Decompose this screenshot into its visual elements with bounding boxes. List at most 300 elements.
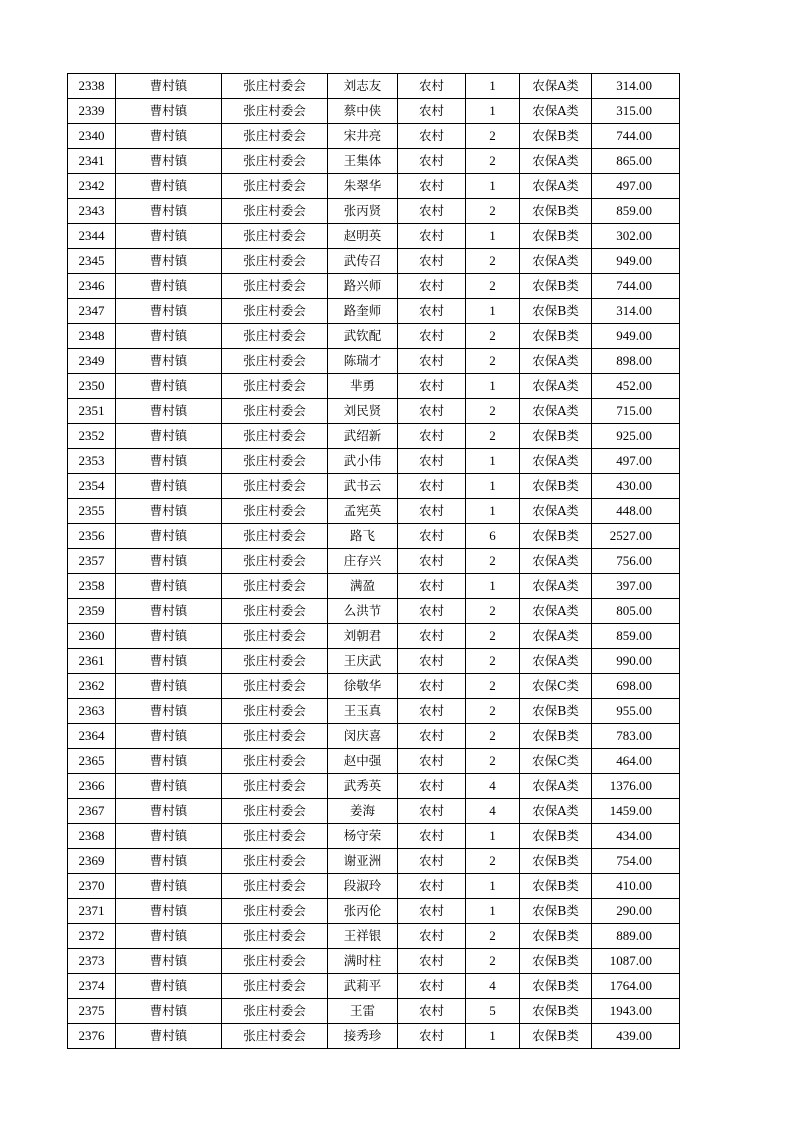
household-count-cell: 2: [466, 699, 520, 724]
area-type-cell: 农村: [398, 824, 466, 849]
village-committee-cell: 张庄村委会: [222, 349, 328, 374]
insurance-category-cell: 农保B类: [520, 424, 592, 449]
village-committee-cell: 张庄村委会: [222, 274, 328, 299]
village-committee-cell: 张庄村委会: [222, 949, 328, 974]
insurance-category-cell: 农保B类: [520, 899, 592, 924]
town-cell: 曹村镇: [116, 1024, 222, 1049]
amount-cell: 410.00: [592, 874, 680, 899]
area-type-cell: 农村: [398, 549, 466, 574]
amount-cell: 497.00: [592, 449, 680, 474]
insurance-category-cell: 农保B类: [520, 849, 592, 874]
amount-cell: 698.00: [592, 674, 680, 699]
town-cell: 曹村镇: [116, 99, 222, 124]
row-index-cell: 2358: [68, 574, 116, 599]
town-cell: 曹村镇: [116, 324, 222, 349]
household-count-cell: 2: [466, 649, 520, 674]
village-committee-cell: 张庄村委会: [222, 724, 328, 749]
table-row: [68, 624, 680, 649]
row-index-cell: 2345: [68, 249, 116, 274]
amount-cell: 889.00: [592, 924, 680, 949]
name-cell: 武莉平: [328, 974, 398, 999]
insurance-category-cell: 农保A类: [520, 449, 592, 474]
household-count-cell: 1: [466, 99, 520, 124]
insurance-category-cell: 农保A类: [520, 249, 592, 274]
village-committee-cell: 张庄村委会: [222, 549, 328, 574]
table-row: [68, 649, 680, 674]
town-cell: 曹村镇: [116, 849, 222, 874]
name-cell: 赵明英: [328, 224, 398, 249]
table-row: [68, 174, 680, 199]
amount-cell: 434.00: [592, 824, 680, 849]
household-count-cell: 2: [466, 399, 520, 424]
table-row: [68, 749, 680, 774]
row-index-cell: 2360: [68, 624, 116, 649]
row-index-cell: 2355: [68, 499, 116, 524]
amount-cell: 1459.00: [592, 799, 680, 824]
household-count-cell: 2: [466, 199, 520, 224]
village-committee-cell: 张庄村委会: [222, 774, 328, 799]
household-count-cell: 1: [466, 449, 520, 474]
amount-cell: 315.00: [592, 99, 680, 124]
row-index-cell: 2353: [68, 449, 116, 474]
town-cell: 曹村镇: [116, 399, 222, 424]
village-committee-cell: 张庄村委会: [222, 749, 328, 774]
household-count-cell: 2: [466, 849, 520, 874]
row-index-cell: 2342: [68, 174, 116, 199]
table-row: [68, 774, 680, 799]
area-type-cell: 农村: [398, 374, 466, 399]
amount-cell: 949.00: [592, 249, 680, 274]
town-cell: 曹村镇: [116, 999, 222, 1024]
row-index-cell: 2367: [68, 799, 116, 824]
amount-cell: 783.00: [592, 724, 680, 749]
town-cell: 曹村镇: [116, 424, 222, 449]
town-cell: 曹村镇: [116, 449, 222, 474]
household-count-cell: 1: [466, 474, 520, 499]
table-row: [68, 149, 680, 174]
insurance-category-cell: 农保B类: [520, 474, 592, 499]
name-cell: 王雷: [328, 999, 398, 1024]
household-count-cell: 2: [466, 949, 520, 974]
amount-cell: 990.00: [592, 649, 680, 674]
name-cell: 路飞: [328, 524, 398, 549]
amount-cell: 925.00: [592, 424, 680, 449]
household-count-cell: 1: [466, 299, 520, 324]
name-cell: 张丙贤: [328, 199, 398, 224]
amount-cell: 2527.00: [592, 524, 680, 549]
table-row: [68, 374, 680, 399]
town-cell: 曹村镇: [116, 874, 222, 899]
area-type-cell: 农村: [398, 499, 466, 524]
row-index-cell: 2375: [68, 999, 116, 1024]
table-row: [68, 874, 680, 899]
table-row: [68, 724, 680, 749]
name-cell: 杨守荣: [328, 824, 398, 849]
table-row: [68, 74, 680, 99]
table-row: [68, 449, 680, 474]
town-cell: 曹村镇: [116, 474, 222, 499]
amount-cell: 1376.00: [592, 774, 680, 799]
town-cell: 曹村镇: [116, 174, 222, 199]
town-cell: 曹村镇: [116, 624, 222, 649]
insurance-category-cell: 农保B类: [520, 924, 592, 949]
village-committee-cell: 张庄村委会: [222, 474, 328, 499]
village-committee-cell: 张庄村委会: [222, 649, 328, 674]
name-cell: 么洪节: [328, 599, 398, 624]
village-committee-cell: 张庄村委会: [222, 324, 328, 349]
amount-cell: 898.00: [592, 349, 680, 374]
household-count-cell: 2: [466, 124, 520, 149]
village-committee-cell: 张庄村委会: [222, 699, 328, 724]
insurance-category-cell: 农保B类: [520, 299, 592, 324]
table-row: [68, 999, 680, 1024]
village-committee-cell: 张庄村委会: [222, 399, 328, 424]
insurance-category-cell: 农保A类: [520, 74, 592, 99]
area-type-cell: 农村: [398, 1024, 466, 1049]
area-type-cell: 农村: [398, 624, 466, 649]
amount-cell: 430.00: [592, 474, 680, 499]
village-committee-cell: 张庄村委会: [222, 424, 328, 449]
row-index-cell: 2369: [68, 849, 116, 874]
village-committee-cell: 张庄村委会: [222, 174, 328, 199]
table-row: [68, 524, 680, 549]
village-committee-cell: 张庄村委会: [222, 199, 328, 224]
area-type-cell: 农村: [398, 749, 466, 774]
area-type-cell: 农村: [398, 224, 466, 249]
insurance-category-cell: 农保B类: [520, 824, 592, 849]
area-type-cell: 农村: [398, 149, 466, 174]
village-committee-cell: 张庄村委会: [222, 799, 328, 824]
amount-cell: 448.00: [592, 499, 680, 524]
town-cell: 曹村镇: [116, 974, 222, 999]
name-cell: 接秀珍: [328, 1024, 398, 1049]
village-committee-cell: 张庄村委会: [222, 849, 328, 874]
household-count-cell: 2: [466, 724, 520, 749]
town-cell: 曹村镇: [116, 149, 222, 174]
table-row: [68, 849, 680, 874]
row-index-cell: 2346: [68, 274, 116, 299]
town-cell: 曹村镇: [116, 349, 222, 374]
village-committee-cell: 张庄村委会: [222, 524, 328, 549]
area-type-cell: 农村: [398, 899, 466, 924]
area-type-cell: 农村: [398, 799, 466, 824]
name-cell: 武秀英: [328, 774, 398, 799]
table-row: [68, 499, 680, 524]
row-index-cell: 2341: [68, 149, 116, 174]
village-committee-cell: 张庄村委会: [222, 149, 328, 174]
row-index-cell: 2371: [68, 899, 116, 924]
area-type-cell: 农村: [398, 299, 466, 324]
insurance-category-cell: 农保B类: [520, 1024, 592, 1049]
row-index-cell: 2356: [68, 524, 116, 549]
town-cell: 曹村镇: [116, 249, 222, 274]
insurance-category-cell: 农保A类: [520, 99, 592, 124]
table-row: [68, 574, 680, 599]
amount-cell: 955.00: [592, 699, 680, 724]
amount-cell: 314.00: [592, 74, 680, 99]
name-cell: 路兴师: [328, 274, 398, 299]
town-cell: 曹村镇: [116, 899, 222, 924]
amount-cell: 314.00: [592, 299, 680, 324]
town-cell: 曹村镇: [116, 199, 222, 224]
area-type-cell: 农村: [398, 674, 466, 699]
household-count-cell: 2: [466, 349, 520, 374]
household-count-cell: 1: [466, 1024, 520, 1049]
village-committee-cell: 张庄村委会: [222, 299, 328, 324]
table-row: [68, 599, 680, 624]
name-cell: 路奎师: [328, 299, 398, 324]
name-cell: 武书云: [328, 474, 398, 499]
table-row: [68, 674, 680, 699]
town-cell: 曹村镇: [116, 774, 222, 799]
area-type-cell: 农村: [398, 774, 466, 799]
name-cell: 刘民贤: [328, 399, 398, 424]
table-row: [68, 224, 680, 249]
village-committee-cell: 张庄村委会: [222, 224, 328, 249]
area-type-cell: 农村: [398, 699, 466, 724]
area-type-cell: 农村: [398, 324, 466, 349]
name-cell: 武传召: [328, 249, 398, 274]
amount-cell: 452.00: [592, 374, 680, 399]
row-index-cell: 2338: [68, 74, 116, 99]
table-row: [68, 949, 680, 974]
row-index-cell: 2365: [68, 749, 116, 774]
amount-cell: 805.00: [592, 599, 680, 624]
amount-cell: 439.00: [592, 1024, 680, 1049]
insurance-category-cell: 农保B类: [520, 949, 592, 974]
village-committee-cell: 张庄村委会: [222, 99, 328, 124]
row-index-cell: 2366: [68, 774, 116, 799]
row-index-cell: 2368: [68, 824, 116, 849]
insurance-category-cell: 农保B类: [520, 724, 592, 749]
household-count-cell: 2: [466, 624, 520, 649]
name-cell: 武小伟: [328, 449, 398, 474]
village-committee-cell: 张庄村委会: [222, 999, 328, 1024]
insurance-category-cell: 农保A类: [520, 774, 592, 799]
area-type-cell: 农村: [398, 999, 466, 1024]
insurance-category-cell: 农保A类: [520, 374, 592, 399]
area-type-cell: 农村: [398, 974, 466, 999]
household-count-cell: 6: [466, 524, 520, 549]
town-cell: 曹村镇: [116, 74, 222, 99]
area-type-cell: 农村: [398, 174, 466, 199]
town-cell: 曹村镇: [116, 224, 222, 249]
name-cell: 孟宪英: [328, 499, 398, 524]
amount-cell: 497.00: [592, 174, 680, 199]
town-cell: 曹村镇: [116, 124, 222, 149]
name-cell: 宋井亮: [328, 124, 398, 149]
insurance-category-cell: 农保B类: [520, 199, 592, 224]
amount-cell: 1087.00: [592, 949, 680, 974]
row-index-cell: 2349: [68, 349, 116, 374]
insurance-category-cell: 农保B类: [520, 524, 592, 549]
household-count-cell: 2: [466, 599, 520, 624]
name-cell: 王庆武: [328, 649, 398, 674]
insurance-category-cell: 农保A类: [520, 799, 592, 824]
village-committee-cell: 张庄村委会: [222, 624, 328, 649]
household-count-cell: 4: [466, 799, 520, 824]
insurance-category-cell: 农保A类: [520, 174, 592, 199]
row-index-cell: 2348: [68, 324, 116, 349]
household-count-cell: 2: [466, 749, 520, 774]
village-committee-cell: 张庄村委会: [222, 374, 328, 399]
row-index-cell: 2352: [68, 424, 116, 449]
name-cell: 芈勇: [328, 374, 398, 399]
town-cell: 曹村镇: [116, 949, 222, 974]
village-committee-cell: 张庄村委会: [222, 449, 328, 474]
amount-cell: 397.00: [592, 574, 680, 599]
village-committee-cell: 张庄村委会: [222, 974, 328, 999]
table-row: [68, 549, 680, 574]
insurance-category-cell: 农保B类: [520, 124, 592, 149]
row-index-cell: 2373: [68, 949, 116, 974]
household-count-cell: 5: [466, 999, 520, 1024]
area-type-cell: 农村: [398, 349, 466, 374]
area-type-cell: 农村: [398, 124, 466, 149]
insurance-category-cell: 农保B类: [520, 224, 592, 249]
name-cell: 陈瑞才: [328, 349, 398, 374]
name-cell: 朱翠华: [328, 174, 398, 199]
insurance-category-cell: 农保B类: [520, 974, 592, 999]
area-type-cell: 农村: [398, 949, 466, 974]
table-row: [68, 974, 680, 999]
amount-cell: 865.00: [592, 149, 680, 174]
town-cell: 曹村镇: [116, 599, 222, 624]
village-committee-cell: 张庄村委会: [222, 924, 328, 949]
table-row: [68, 199, 680, 224]
insurance-category-cell: 农保B类: [520, 699, 592, 724]
amount-cell: 744.00: [592, 124, 680, 149]
village-committee-cell: 张庄村委会: [222, 899, 328, 924]
town-cell: 曹村镇: [116, 699, 222, 724]
amount-cell: 859.00: [592, 624, 680, 649]
name-cell: 姜海: [328, 799, 398, 824]
name-cell: 满盈: [328, 574, 398, 599]
table-row: [68, 349, 680, 374]
name-cell: 蔡中侠: [328, 99, 398, 124]
household-count-cell: 2: [466, 249, 520, 274]
row-index-cell: 2362: [68, 674, 116, 699]
area-type-cell: 农村: [398, 724, 466, 749]
area-type-cell: 农村: [398, 924, 466, 949]
table-row: [68, 399, 680, 424]
records-table-body: [68, 74, 680, 1049]
amount-cell: 1943.00: [592, 999, 680, 1024]
area-type-cell: 农村: [398, 399, 466, 424]
insurance-category-cell: 农保A类: [520, 649, 592, 674]
insurance-category-cell: 农保A类: [520, 499, 592, 524]
name-cell: 武钦配: [328, 324, 398, 349]
village-committee-cell: 张庄村委会: [222, 674, 328, 699]
area-type-cell: 农村: [398, 474, 466, 499]
name-cell: 张丙伦: [328, 899, 398, 924]
table-row: [68, 274, 680, 299]
village-committee-cell: 张庄村委会: [222, 249, 328, 274]
household-count-cell: 2: [466, 674, 520, 699]
amount-cell: 756.00: [592, 549, 680, 574]
name-cell: 王集体: [328, 149, 398, 174]
town-cell: 曹村镇: [116, 524, 222, 549]
household-count-cell: 2: [466, 149, 520, 174]
insurance-category-cell: 农保A类: [520, 574, 592, 599]
household-count-cell: 2: [466, 274, 520, 299]
row-index-cell: 2354: [68, 474, 116, 499]
name-cell: 王玉真: [328, 699, 398, 724]
insurance-category-cell: 农保B类: [520, 999, 592, 1024]
household-count-cell: 1: [466, 874, 520, 899]
insurance-category-cell: 农保B类: [520, 874, 592, 899]
area-type-cell: 农村: [398, 199, 466, 224]
row-index-cell: 2350: [68, 374, 116, 399]
village-committee-cell: 张庄村委会: [222, 599, 328, 624]
row-index-cell: 2376: [68, 1024, 116, 1049]
town-cell: 曹村镇: [116, 299, 222, 324]
village-committee-cell: 张庄村委会: [222, 124, 328, 149]
area-type-cell: 农村: [398, 574, 466, 599]
area-type-cell: 农村: [398, 849, 466, 874]
area-type-cell: 农村: [398, 74, 466, 99]
name-cell: 谢亚洲: [328, 849, 398, 874]
village-committee-cell: 张庄村委会: [222, 874, 328, 899]
row-index-cell: 2344: [68, 224, 116, 249]
name-cell: 刘志友: [328, 74, 398, 99]
amount-cell: 715.00: [592, 399, 680, 424]
household-count-cell: 1: [466, 224, 520, 249]
household-count-cell: 2: [466, 924, 520, 949]
village-committee-cell: 张庄村委会: [222, 574, 328, 599]
table-row: [68, 124, 680, 149]
table-row: [68, 1024, 680, 1049]
village-committee-cell: 张庄村委会: [222, 499, 328, 524]
name-cell: 赵中强: [328, 749, 398, 774]
row-index-cell: 2339: [68, 99, 116, 124]
name-cell: 庄存兴: [328, 549, 398, 574]
amount-cell: 464.00: [592, 749, 680, 774]
town-cell: 曹村镇: [116, 574, 222, 599]
village-committee-cell: 张庄村委会: [222, 74, 328, 99]
insurance-category-cell: 农保A类: [520, 349, 592, 374]
household-count-cell: 1: [466, 574, 520, 599]
insurance-category-cell: 农保C类: [520, 674, 592, 699]
area-type-cell: 农村: [398, 274, 466, 299]
table-row: [68, 324, 680, 349]
row-index-cell: 2347: [68, 299, 116, 324]
amount-cell: 744.00: [592, 274, 680, 299]
records-table: [67, 73, 680, 1049]
amount-cell: 302.00: [592, 224, 680, 249]
insurance-category-cell: 农保A类: [520, 624, 592, 649]
town-cell: 曹村镇: [116, 499, 222, 524]
row-index-cell: 2372: [68, 924, 116, 949]
area-type-cell: 农村: [398, 249, 466, 274]
insurance-category-cell: 农保B类: [520, 324, 592, 349]
household-count-cell: 1: [466, 899, 520, 924]
table-row: [68, 799, 680, 824]
row-index-cell: 2351: [68, 399, 116, 424]
town-cell: 曹村镇: [116, 274, 222, 299]
amount-cell: 290.00: [592, 899, 680, 924]
name-cell: 满时柱: [328, 949, 398, 974]
household-count-cell: 1: [466, 499, 520, 524]
table-row: [68, 924, 680, 949]
area-type-cell: 农村: [398, 424, 466, 449]
household-count-cell: 1: [466, 374, 520, 399]
insurance-category-cell: 农保B类: [520, 274, 592, 299]
area-type-cell: 农村: [398, 449, 466, 474]
household-count-cell: 2: [466, 549, 520, 574]
table-row: [68, 474, 680, 499]
amount-cell: 949.00: [592, 324, 680, 349]
